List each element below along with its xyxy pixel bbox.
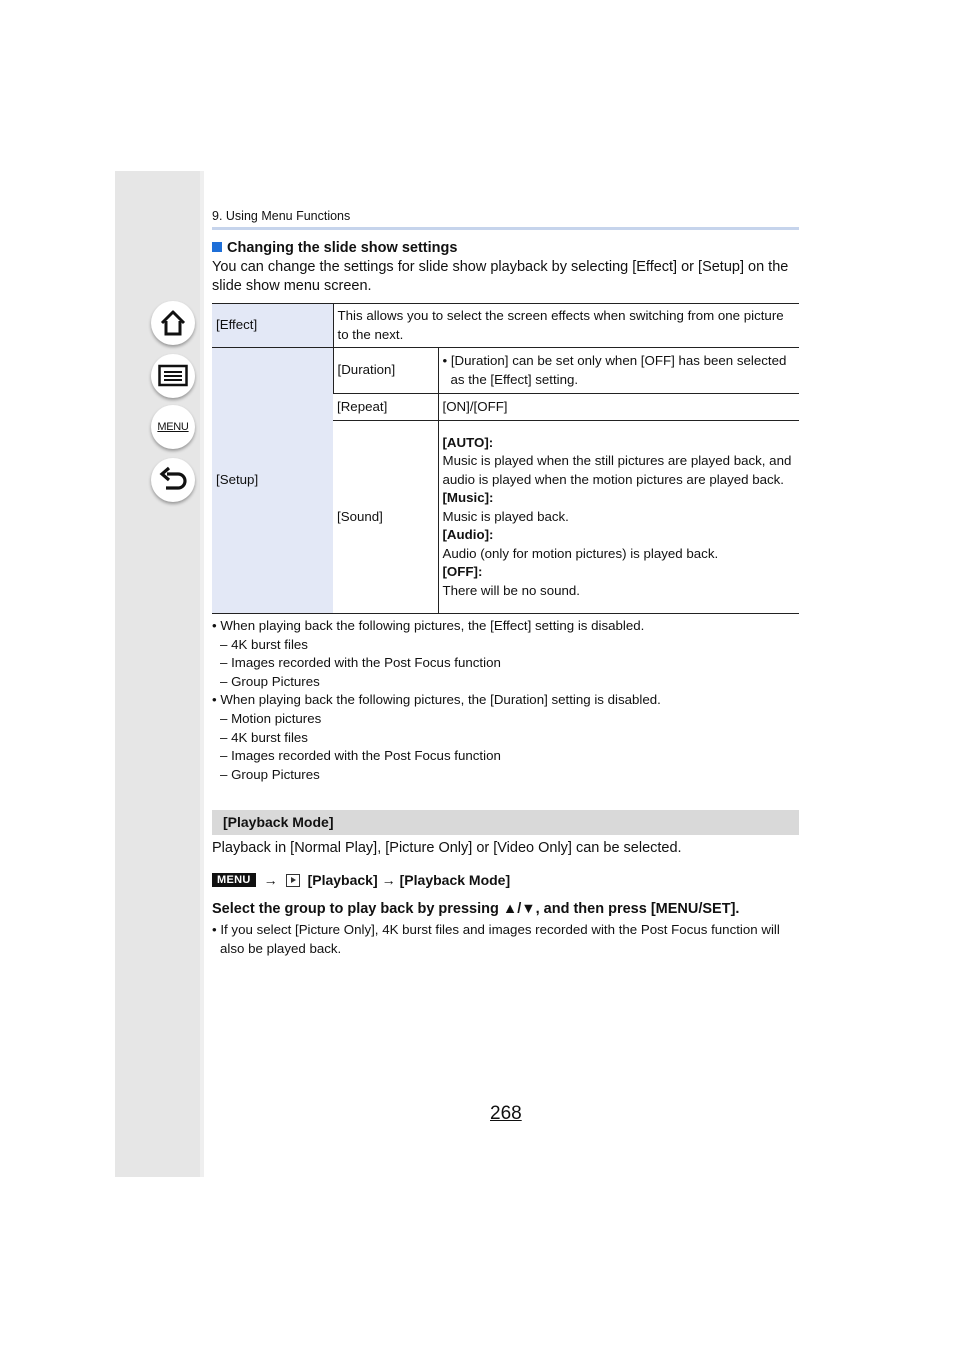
repeat-label: [Repeat] xyxy=(333,394,438,421)
playback-mode-band xyxy=(212,810,799,835)
off-option-desc: There will be no sound. xyxy=(442,582,580,598)
list-icon xyxy=(158,364,188,388)
notes-list xyxy=(212,617,802,784)
instruction: Select the group to play back by pressing ▲/▼, and then press [MENU/SET]. xyxy=(212,901,740,917)
list-item: – Images recorded with the Post Focus function xyxy=(220,748,501,764)
music-option-desc: Music is played back. xyxy=(442,508,569,524)
home-icon xyxy=(158,308,188,338)
page-number[interactable]: 268 xyxy=(490,1103,522,1124)
menu-path xyxy=(212,872,510,888)
picture-only-note xyxy=(212,920,802,958)
note-effect-disabled: • When playing back the following pictures, the [Effect] setting is disabled. xyxy=(212,618,645,633)
section-heading-text: Changing the slide show settings xyxy=(227,240,458,256)
arrow-icon: → xyxy=(381,872,396,888)
list-item: – 4K burst files xyxy=(220,636,308,652)
header-rule xyxy=(212,227,799,230)
effect-label: [Effect] xyxy=(212,304,333,348)
music-option-label: [Music]: xyxy=(442,490,494,506)
list-item: – Group Pictures xyxy=(220,673,320,689)
table-row xyxy=(212,348,799,394)
setup-label: [Setup] xyxy=(212,348,333,614)
back-arrow-icon xyxy=(158,466,188,494)
slideshow-settings-table xyxy=(212,303,799,614)
list-item: – Group Pictures xyxy=(220,766,320,782)
menu-path-mode: [Playback Mode] xyxy=(399,872,511,888)
duration-desc-line2: as the [Effect] setting. xyxy=(450,371,579,387)
playback-icon xyxy=(286,874,300,887)
home-button[interactable] xyxy=(151,301,195,345)
playback-mode-description: Playback in [Normal Play], [Picture Only] or [Video Only] can be selected. xyxy=(212,840,682,856)
duration-label: [Duration] xyxy=(333,348,438,394)
duration-desc-line1: • [Duration] can be set only when [OFF] has been selected xyxy=(442,353,787,368)
list-item: – Images recorded with the Post Focus function xyxy=(220,655,501,671)
playback-mode-title: [Playback Mode] xyxy=(223,814,334,830)
contents-list-button[interactable] xyxy=(151,354,195,398)
blue-square-icon xyxy=(212,242,222,252)
menu-label: MENU xyxy=(157,421,189,433)
list-item: – 4K burst files xyxy=(220,729,308,745)
side-navigation-edge xyxy=(200,171,204,1177)
picture-only-note-text: • If you select [Picture Only], 4K burst files and images recorded with the Post Focus function will also be played back. xyxy=(212,922,780,956)
back-button[interactable] xyxy=(151,458,195,502)
arrow-icon: → xyxy=(263,872,278,888)
effect-description: This allows you to select the screen effects when switching from one picture to the next. xyxy=(333,304,799,348)
audio-option-desc: Audio (only for motion pictures) is played back. xyxy=(442,545,719,561)
menu-badge: MENU xyxy=(212,873,256,887)
breadcrumb: 9. Using Menu Functions xyxy=(212,209,351,223)
menu-list-button[interactable] xyxy=(151,405,195,449)
duration-description xyxy=(438,348,799,394)
table-row xyxy=(212,304,799,348)
note-duration-disabled: • When playing back the following pictures, the [Duration] setting is disabled. xyxy=(212,692,661,708)
repeat-description: [ON]/[OFF] xyxy=(438,394,799,421)
menu-path-playback: [Playback] xyxy=(307,872,378,888)
audio-option-label: [Audio]: xyxy=(442,527,494,543)
section-heading xyxy=(212,240,457,256)
auto-option-desc: Music is played when the still pictures are played back, and audio is played when the motion pictures are played back. xyxy=(442,453,792,487)
sound-label: [Sound] xyxy=(333,421,438,614)
sound-description xyxy=(438,421,799,614)
auto-option-label: [AUTO]: xyxy=(442,434,494,450)
intro-paragraph: You can change the settings for slide show playback by selecting [Effect] or [Setup] on the slide show menu screen. xyxy=(212,259,789,294)
off-option-label: [OFF]: xyxy=(442,564,483,580)
list-item: – Motion pictures xyxy=(220,710,322,726)
